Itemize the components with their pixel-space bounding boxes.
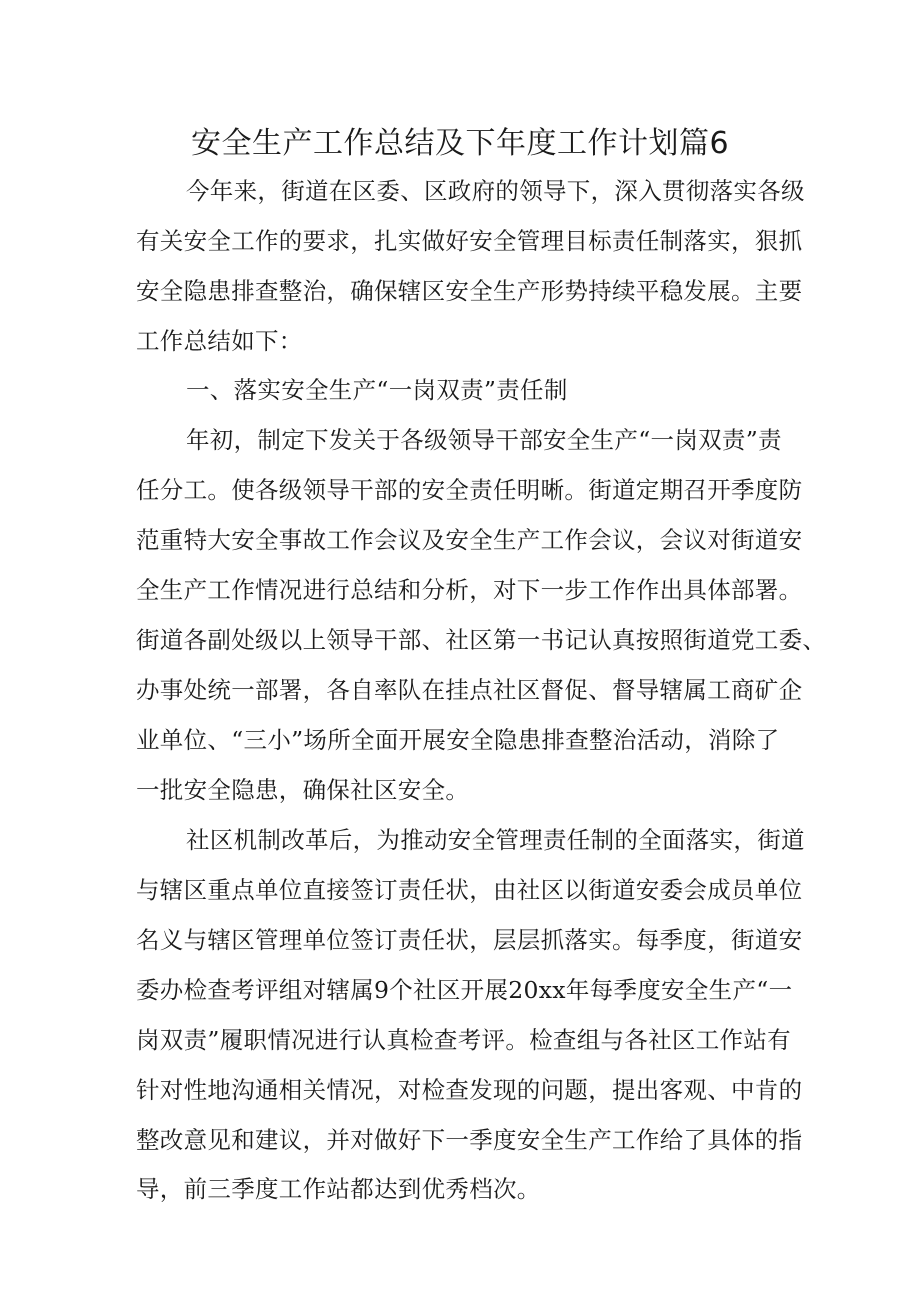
body-line: 有关安全工作的要求，扎实做好安全管理目标责任制落实，狠抓 — [136, 227, 803, 255]
body-line: 委办检查考评组对辖属9个社区开展20xx年每季度安全生产“一 — [136, 976, 793, 1004]
body-line: 社区机制改革后，为推动安全管理责任制的全面落实，街道 — [186, 826, 805, 854]
body-line: 与辖区重点单位直接签订责任状，由社区以街道安委会成员单位 — [136, 876, 803, 904]
body-line: 今年来，街道在区委、区政府的领导下，深入贯彻落实各级 — [186, 177, 805, 205]
body-line: 整改意见和建议，并对做好下一季度安全生产工作给了具体的指 — [136, 1126, 803, 1154]
body-line: 安全隐患排查整治，确保辖区安全生产形势持续平稳发展。主要 — [136, 277, 803, 305]
body-line: 街道各副处级以上领导干部、社区第一书记认真按照街道党工委、 — [136, 626, 827, 654]
body-line: 导，前三季度工作站都达到优秀档次。 — [136, 1175, 541, 1203]
body-line: 岗双责”履职情况进行认真检查考评。检查组与各社区工作站有 — [136, 1026, 791, 1054]
body-line: 年初，制定下发关于各级领导干部安全生产“一岗双责”责 — [186, 426, 782, 454]
body-line: 名义与辖区管理单位签订责任状，层层抓落实。每季度，街道安 — [136, 926, 803, 954]
body-line: 业单位、“三小”场所全面开展安全隐患排查整治活动，消除了 — [136, 726, 780, 754]
body-line: 针对性地沟通相关情况，对检查发现的问题，提出客观、中肯的 — [136, 1076, 803, 1104]
body-line: 一批安全隐患，确保社区安全。 — [136, 776, 470, 804]
body-line: 全生产工作情况进行总结和分析，对下一步工作作出具体部署。 — [136, 576, 803, 604]
body-line: 办事处统一部署，各自率队在挂点社区督促、督导辖属工商矿企 — [136, 676, 803, 704]
section-heading: 一、落实安全生产“一岗双责”责任制 — [186, 376, 568, 404]
body-line: 范重特大安全事故工作会议及安全生产工作会议，会议对街道安 — [136, 526, 803, 554]
body-line: 工作总结如下： — [136, 327, 303, 355]
body-line: 任分工。使各级领导干部的安全责任明晰。街道定期召开季度防 — [136, 476, 803, 504]
document-title: 安全生产工作总结及下年度工作计划篇6 — [190, 126, 730, 161]
